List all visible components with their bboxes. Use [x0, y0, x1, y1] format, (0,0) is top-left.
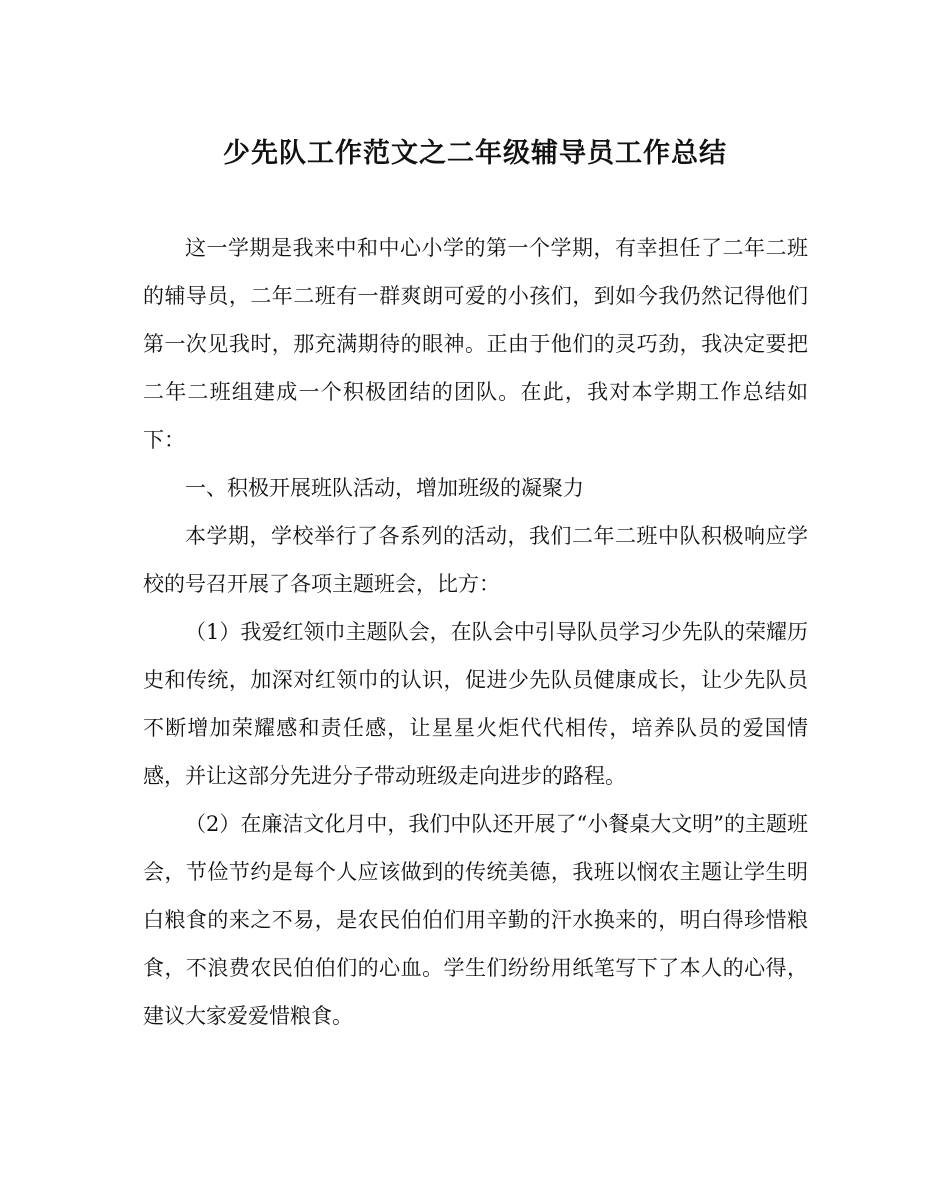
paragraph-intro: 这一学期是我来中和中心小学的第一个学期，有幸担任了二年二班的辅导员，二年二班有一群爽朗可爱的小孩们，到如今我仍然记得他们第一次见我时，那充满期待的眼神。正由于他们的灵巧劲，我决定要把二年二班组建成一个积极团结的团队。在此，我对本学期工作总结如下： [143, 236, 808, 452]
section-heading-1: 一、积极开展班队活动，增加班级的凝聚力 [185, 476, 584, 500]
document-body [143, 224, 808, 1040]
paragraph-activities: 本学期，学校举行了各系列的活动，我们二年二班中队积极响应学校的号召开展了各项主题班会，比方： [143, 524, 808, 596]
paragraph-item-1: （1）我爱红领巾主题队会，在队会中引导队员学习少先队的荣耀历史和传统，加深对红领巾的认识，促进少先队员健康成长，让少先队员不断增加荣耀感和责任感，让星星火炬代代相传，培养队员的爱国情感，并让这部分先进分子带动班级走向进步的路程。 [143, 620, 808, 788]
paragraph-item-2: （2）在廉洁文化月中，我们中队还开展了“小餐桌大文明”的主题班会，节俭节约是每个人应该做到的传统美德，我班以悯农主题让学生明白粮食的来之不易，是农民伯伯们用辛勤的汗水换来的，明白得珍惜粮食，不浪费农民伯伯们的心血。学生们纷纷用纸笔写下了本人的心得，建议大家爱爱惜粮食。 [143, 812, 808, 1028]
document-title: 少先队工作范文之二年级辅导员工作总结 [223, 138, 727, 169]
